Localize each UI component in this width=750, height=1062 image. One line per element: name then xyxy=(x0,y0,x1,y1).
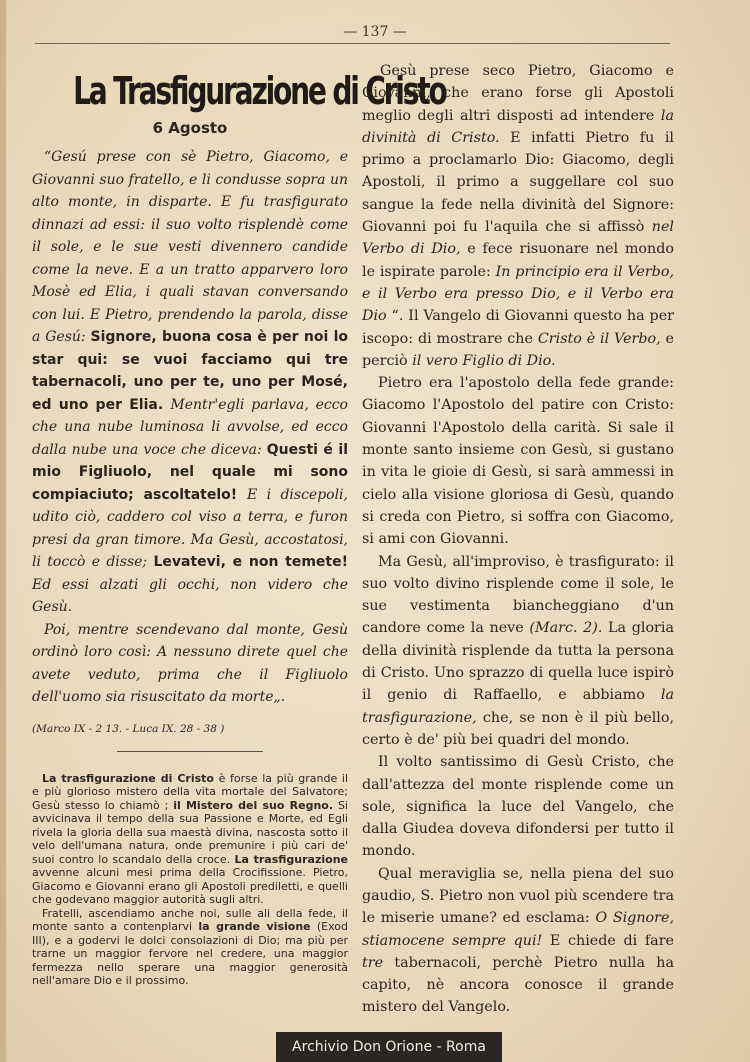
body-run: nel Verbo di Dio, xyxy=(362,219,674,258)
body-paragraph xyxy=(362,551,674,752)
body-paragraph xyxy=(362,863,674,1019)
body-run: Cristo è il Verbo, xyxy=(537,330,661,347)
body-run: (Marc. 2). xyxy=(529,620,603,637)
body-text xyxy=(362,60,674,1019)
section-divider xyxy=(117,751,263,752)
page-edge xyxy=(0,0,6,1062)
body-run: In principio era il Verbo, e il Verbo era presso Dio, e il Verbo era Dio xyxy=(362,263,674,325)
commentary-note xyxy=(32,772,348,907)
body-run: “. Il Vangelo di Giovanni questo ha per iscopo: di mostrare che xyxy=(362,308,674,347)
note-run: Fratelli, ascendiamo anche noi, sulle ali della fede, il monte santo a contenplarvi xyxy=(32,906,348,933)
body-run: Ma Gesù, all'improviso, è trasfigurato: il suo volto divino risplende come il sole, le sue vestimenta biancheggiano d'un candore come la neve xyxy=(362,553,674,637)
body-run: E infatti Pietro fu il primo a proclamarlo Dio: Giacomo, degli Apostoli, il primo a suggellare col suo sangue la fede nella divinità del Signore: Giovanni poi fu l'aquila che si affissò xyxy=(362,129,674,236)
body-paragraph xyxy=(362,751,674,862)
quote-run: Questi é il mio Figliuolo, nel quale mi sono compiaciuto; ascoltatelo! xyxy=(32,441,348,503)
body-run: tabernacoli, perchè Pietro nulla ha capito, nè ancora conosce il grande mistero del Vangelo. xyxy=(362,954,674,1016)
quote-run: Levatevi, e non temete! xyxy=(153,554,348,570)
article-date: 6 Agosto xyxy=(152,119,228,137)
note-run: La trasfigurazione xyxy=(234,852,348,866)
gospel-quote xyxy=(32,146,348,619)
gospel-quote-continued: Poi, mentre scendevano dal monte, Gesù ordinò loro così: A nessuno direte quel che avete veduto, prima che il Figliuolo dell'uomo sia risuscitato da morte„. xyxy=(32,621,348,705)
body-paragraph xyxy=(362,372,674,550)
body-run: e fece risuonare nel mondo le ispirate parole: xyxy=(362,241,674,280)
body-run: la divinità di Cristo. xyxy=(362,107,674,146)
archive-footer: Archivio Don Orione - Roma xyxy=(276,1032,502,1062)
right-column xyxy=(362,60,674,1019)
body-run: la trasfigurazione, xyxy=(362,687,674,726)
left-column xyxy=(32,60,446,988)
page-number: — 137 — xyxy=(343,24,407,40)
body-run: Il volto santissimo di Gesù Cristo, che dall'attezza del monte risplende come un sole, significa la luce del Vangelo, che dalla Giudea doveva difondersi per tutto il mondo. xyxy=(362,754,674,860)
article-title: La Trasfigurazione di Cristo xyxy=(73,69,446,113)
note-run: La trasfigurazione di Cristo xyxy=(42,771,214,785)
quote-run: Mentr'egli parlava, ecco che una nube luminosa li avvolse, ed ecco dalla nube una voce che diceva: xyxy=(32,396,348,458)
note-run: (Exod III), e a godervi le dolci consolazioni di Dio; ma più per trarne un maggior fervore nel credere, una maggior fermezza nello sperare una maggior generosità nell'amare Dio e il prossimo. xyxy=(32,920,348,987)
body-run: tre xyxy=(362,954,384,971)
body-paragraph xyxy=(362,60,674,372)
body-run: il vero Figlio di Dio. xyxy=(412,352,556,369)
note-run: avvenne alcuni mesi prima della Crocifissione. Pietro, Giacomo e Giovanni erano gli Apostoli prediletti, e quelli che godevano maggior autorità sugli altri. xyxy=(32,866,348,906)
quote-run: Ed essi alzati gli occhi, non videro che Gesù. xyxy=(32,576,348,615)
note-run: Si avvicinava il tempo della sua Passione e Morte, ed Egli rivela la gloria della sua maestà divina, nascosta sotto il velo dell'umana natura, onde premunire i più cari de' suoi contro lo scandalo della croce. xyxy=(32,798,348,866)
body-run: Gesù prese seco Pietro, Giacomo e Giovanni, che erano forse gli Apostoli meglio degli altri disposti ad intendere xyxy=(362,63,674,124)
body-run: O Signore, stiamocene sempre qui! xyxy=(362,910,674,949)
body-run: e perciò xyxy=(362,330,674,369)
body-run: che, se non è il più bello, certo è de' più bei quadri del mondo. xyxy=(362,709,674,748)
quote-run: Signore, buona cosa è per noi lo star qui: se vuoi facciamo qui tre tabernacoli, uno per te, uno per Mosé, ed uno per Elia. xyxy=(32,329,349,413)
note-run: il Mistero del suo Regno. xyxy=(173,798,334,812)
body-run: Pietro era l'apostolo della fede grande: Giacomo l'Apostolo del patire con Cristo: Giovanni l'Apostolo della carità. Si sale il monte santo insieme con Gesù, si gustano in vita le gioie di Gesù, si sarà ammessi in cielo alla visione gloriosa di Gesù, quando si creda con Pietro, si soffra con Giacomo, si ami con Giovanni. xyxy=(362,375,674,548)
note-run: la grande visione xyxy=(198,920,311,933)
body-run: Qual meraviglia se, nella piena del suo gaudio, S. Pietro non vuol più scendere tra le miserie umane? ed esclama: xyxy=(362,865,674,927)
header-rule xyxy=(35,43,670,44)
note-run: è forse la più grande il e più glorioso mistero della vita mortale del Salvatore; Gesù stesso lo chiamò ; xyxy=(32,771,348,812)
quote-run: E i discepoli, udito ciò, caddero col viso a terra, e furon presi da gran timore. Ma Gesù, accostatosi, li toccò e disse; xyxy=(32,486,348,570)
scripture-reference: (Marco IX - 2 13. - Luca IX. 28 - 38 ) xyxy=(32,722,225,735)
commentary-note-continued xyxy=(32,907,348,988)
quote-run: “Gesú prese con sè Pietro, Giacomo, e Giovanni suo fratello, e li condusse sopra un alto monte, in disparte. E fu trasfigurato dinnazi ad essi: il suo volto risplendè come il sole, e le sue vesti divennero candide come la neve. E a un tratto apparvero loro Mosè ed Elia, i quali stavan conversando con lui. E Pietro, prendendo la parola, disse a Gesú: xyxy=(32,149,348,345)
body-run: La gloria della divinità risplende da tutta la persona di Cristo. Uno sprazzo di quella luce ispirò il genio di Raffaello, e abbiamo xyxy=(362,620,674,704)
body-run: E chiede di fare xyxy=(542,932,674,949)
